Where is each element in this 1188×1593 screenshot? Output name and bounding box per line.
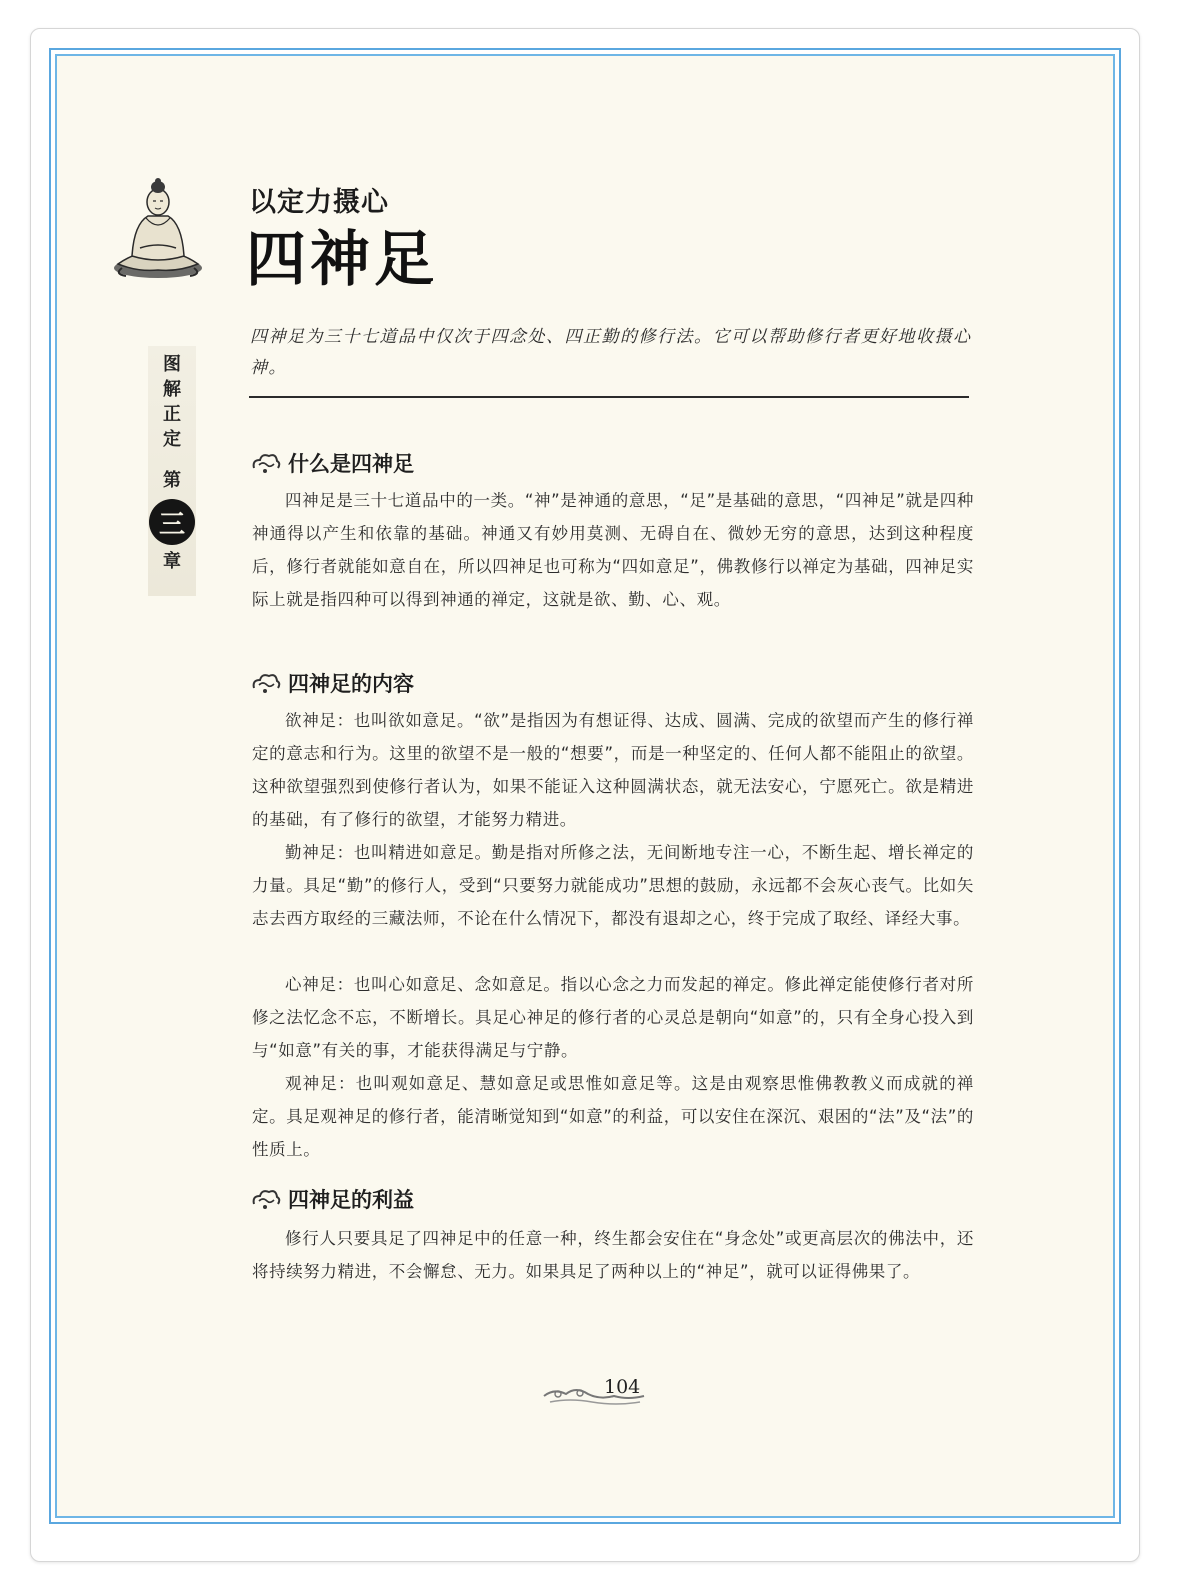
divider [249,396,969,398]
paragraph: 观神足：也叫观如意足、慧如意足或思惟如意足等。这是由观察思惟佛教教义而成就的禅定。具足观神足的修行者，能清晰觉知到“如意”的利益，可以安住在深沉、艰困的“法”及“法”的性质上。 [252,1074,974,1159]
section-heading-text: 什么是四神足 [288,451,414,476]
section-heading [250,668,414,698]
cloud-ornament-icon [250,670,282,696]
section-heading-text: 四神足的利益 [288,1187,414,1212]
book-label-char: 解 [163,379,181,400]
paragraph: 修行人只要具足了四神足中的任意一种，终生都会安住在“身念处”或更高层次的佛法中，还将持续努力精进，不会懈怠、无力。如果具足了两种以上的“神足”，就可以证得佛果了。 [252,1229,974,1281]
book-label-char: 定 [163,429,181,450]
page-title: 四神足 [246,225,438,295]
paragraph: 欲神足：也叫欲如意足。“欲”是指因为有想证得、达成、圆满、完成的欲望而产生的修行禅定的意志和行为。这里的欲望不是一般的“想要”，而是一种坚定的、任何人都不能阻止的欲望。这种欲望强烈到使修行者认为，如果不能证入这种圆满状态，就无法安心，宁愿死亡。欲是精进的基础，有了修行的欲望，才能努力精进。 [252,711,974,829]
paragraph: 四神足是三十七道品中的一类。“神”是神通的意思，“足”是基础的意思，“四神足”就是四种神通得以产生和依靠的基础。神通又有妙用莫测、无碍自在、微妙无穷的意思，达到这种程度后，修行者就能如意自在，所以四神足也可称为“四如意足”，佛教修行以禅定为基础，四神足实际上就是指四种可以得到神通的禅定，这就是欲、勤、心、观。 [252,491,974,609]
buddha-illustration-icon [108,172,204,284]
book-label-char: 图 [163,354,181,375]
paragraph: 勤神足：也叫精进如意足。勤是指对所修之法，无间断地专注一心，不断生起、增长禅定的力量。具足“勤”的修行人，受到“只要努力就能成功”思想的鼓励，永远都不会灰心丧气。比如矢志去西方取经的三藏法师，不论在什么情况下，都没有退却之心，终于完成了取经、译经大事。 [252,843,974,928]
chapter-suffix: 章 [163,551,181,572]
cloud-ornament-icon [250,1186,282,1212]
chapter-prefix: 第 [163,470,181,491]
page-number: 104 [604,1376,641,1398]
intro-text: 四神足为三十七道品中仅次于四念处、四正勤的修行法。它可以帮助修行者更好地收摄心神。 [250,327,972,378]
book-label-char: 正 [163,404,181,425]
chapter-label-vertical [148,346,196,596]
chapter-number-badge: 三 [149,499,195,545]
paragraph: 心神足：也叫心如意足、念如意足。指以心念之力而发起的禅定。修此禅定能使修行者对所修之法忆念不忘，不断增长。具足心神足的修行者的心灵总是朝向“如意”的，只有全身心投入到与“如意”有关的事，才能获得满足与宁静。 [252,975,974,1060]
cloud-ornament-icon [250,450,282,476]
section-heading [250,448,414,478]
section-subtitle: 以定力摄心 [249,187,389,218]
section-heading-text: 四神足的内容 [288,671,414,696]
section-heading [250,1184,414,1214]
